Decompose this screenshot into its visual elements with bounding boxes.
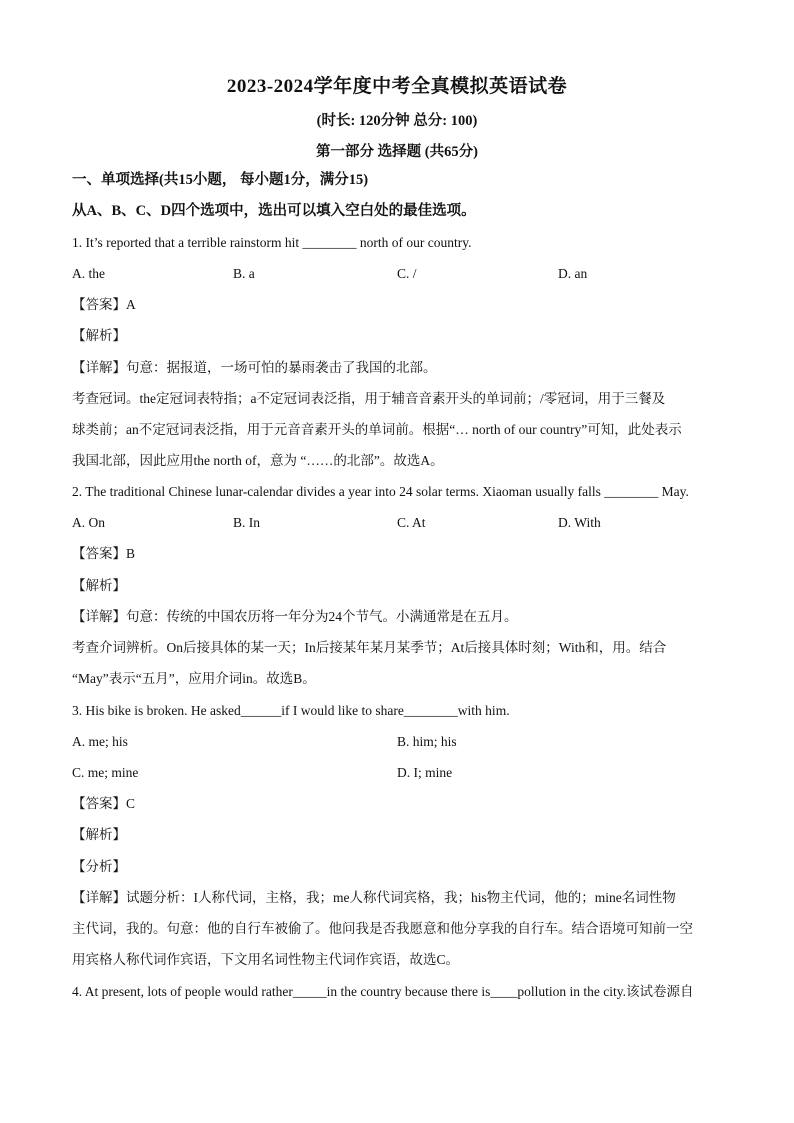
question-3-analysis2-label: 【分析】: [72, 859, 126, 874]
question-3-stem: 3. His bike is broken. He asked______if I would like to share________with him.: [72, 703, 510, 718]
question-1-answer: 【答案】A: [72, 297, 136, 312]
option-b: B. him; his: [397, 734, 457, 749]
question-4-stem: 4. At present, lots of people would rather_____in the country because there is____pollution in the city.该试卷源自: [72, 984, 694, 999]
question-2-detail-line: “May”表示“五月”，应用介词in。故选B。: [72, 671, 316, 686]
option-d: D. an: [558, 266, 588, 281]
option-a: A. On: [72, 515, 105, 530]
question-3-detail-line: 用宾格人称代词作宾语，下文用名词性物主代词作宾语，故选C。: [72, 952, 460, 967]
option-d: D. With: [558, 515, 601, 530]
question-3-detail-line: 主代词，我的。句意：他的自行车被偷了。他问我是否我愿意和他分享我的自行车。结合语境可知前一空: [72, 921, 693, 936]
question-1-analysis-label: 【解析】: [72, 328, 126, 343]
question-3-detail-line: 【详解】试题分析：I人称代词，主格，我；me人称代词宾格，我；his物主代词，他的；mine名词性物: [72, 890, 676, 905]
option-b: B. a: [233, 266, 255, 281]
question-1-detail-line: 【详解】句意：据报道，一场可怕的暴雨袭击了我国的北部。: [72, 360, 437, 375]
part-heading: 第一部分 选择题 (共65分): [316, 144, 478, 160]
question-1-options: [72, 264, 722, 284]
question-1-stem: 1. It’s reported that a terrible rainstorm hit ________ north of our country.: [72, 235, 472, 250]
question-3-options-row-1: [72, 732, 722, 752]
question-3-analysis-label: 【解析】: [72, 827, 126, 842]
question-2-stem: 2. The traditional Chinese lunar-calendar divides a year into 24 solar terms. Xiaoman usually falls ________ May.: [72, 484, 689, 499]
exam-duration-score: (时长: 120分钟 总分: 100): [316, 113, 478, 129]
question-2-options: [72, 513, 722, 533]
question-1-detail-line: 考查冠词。the定冠词表特指；a不定冠词表泛指，用于辅音音素开头的单词前；/零冠词，用于三餐及: [72, 391, 666, 406]
option-a: A. me; his: [72, 734, 128, 749]
question-3-answer: 【答案】C: [72, 796, 136, 811]
option-b: B. In: [233, 515, 260, 530]
question-1-detail-line: 球类前；an不定冠词表泛指，用于元音音素开头的单词前。根据“… north of our country”可知，此处表示: [72, 422, 682, 437]
question-2-answer: 【答案】B: [72, 546, 136, 561]
option-c: C. /: [397, 266, 417, 281]
option-d: D. I; mine: [397, 765, 453, 780]
section-heading: 一、单项选择(共15小题， 每小题1分，满分15): [72, 172, 369, 188]
option-c: C. At: [397, 515, 426, 530]
question-3-options-row-2: [72, 763, 722, 783]
exam-title: 2023-2024学年度中考全真模拟英语试卷: [226, 76, 568, 97]
question-2-detail-line: 考查介词辨析。On后接具体的某一天；In后接某年某月某季节；At后接具体时刻；With和，用。结合: [72, 640, 667, 655]
option-a: A. the: [72, 266, 105, 281]
question-2-analysis-label: 【解析】: [72, 578, 126, 593]
option-c: C. me; mine: [72, 765, 139, 780]
question-2-detail-line: 【详解】句意：传统的中国农历将一年分为24个节气。小满通常是在五月。: [72, 609, 518, 624]
question-1-detail-line: 我国北部，因此应用the north of，意为 “……的北部”。故选A。: [72, 453, 444, 468]
section-instruction: 从A、B、C、D四个选项中，选出可以填入空白处的最佳选项。: [72, 203, 476, 219]
